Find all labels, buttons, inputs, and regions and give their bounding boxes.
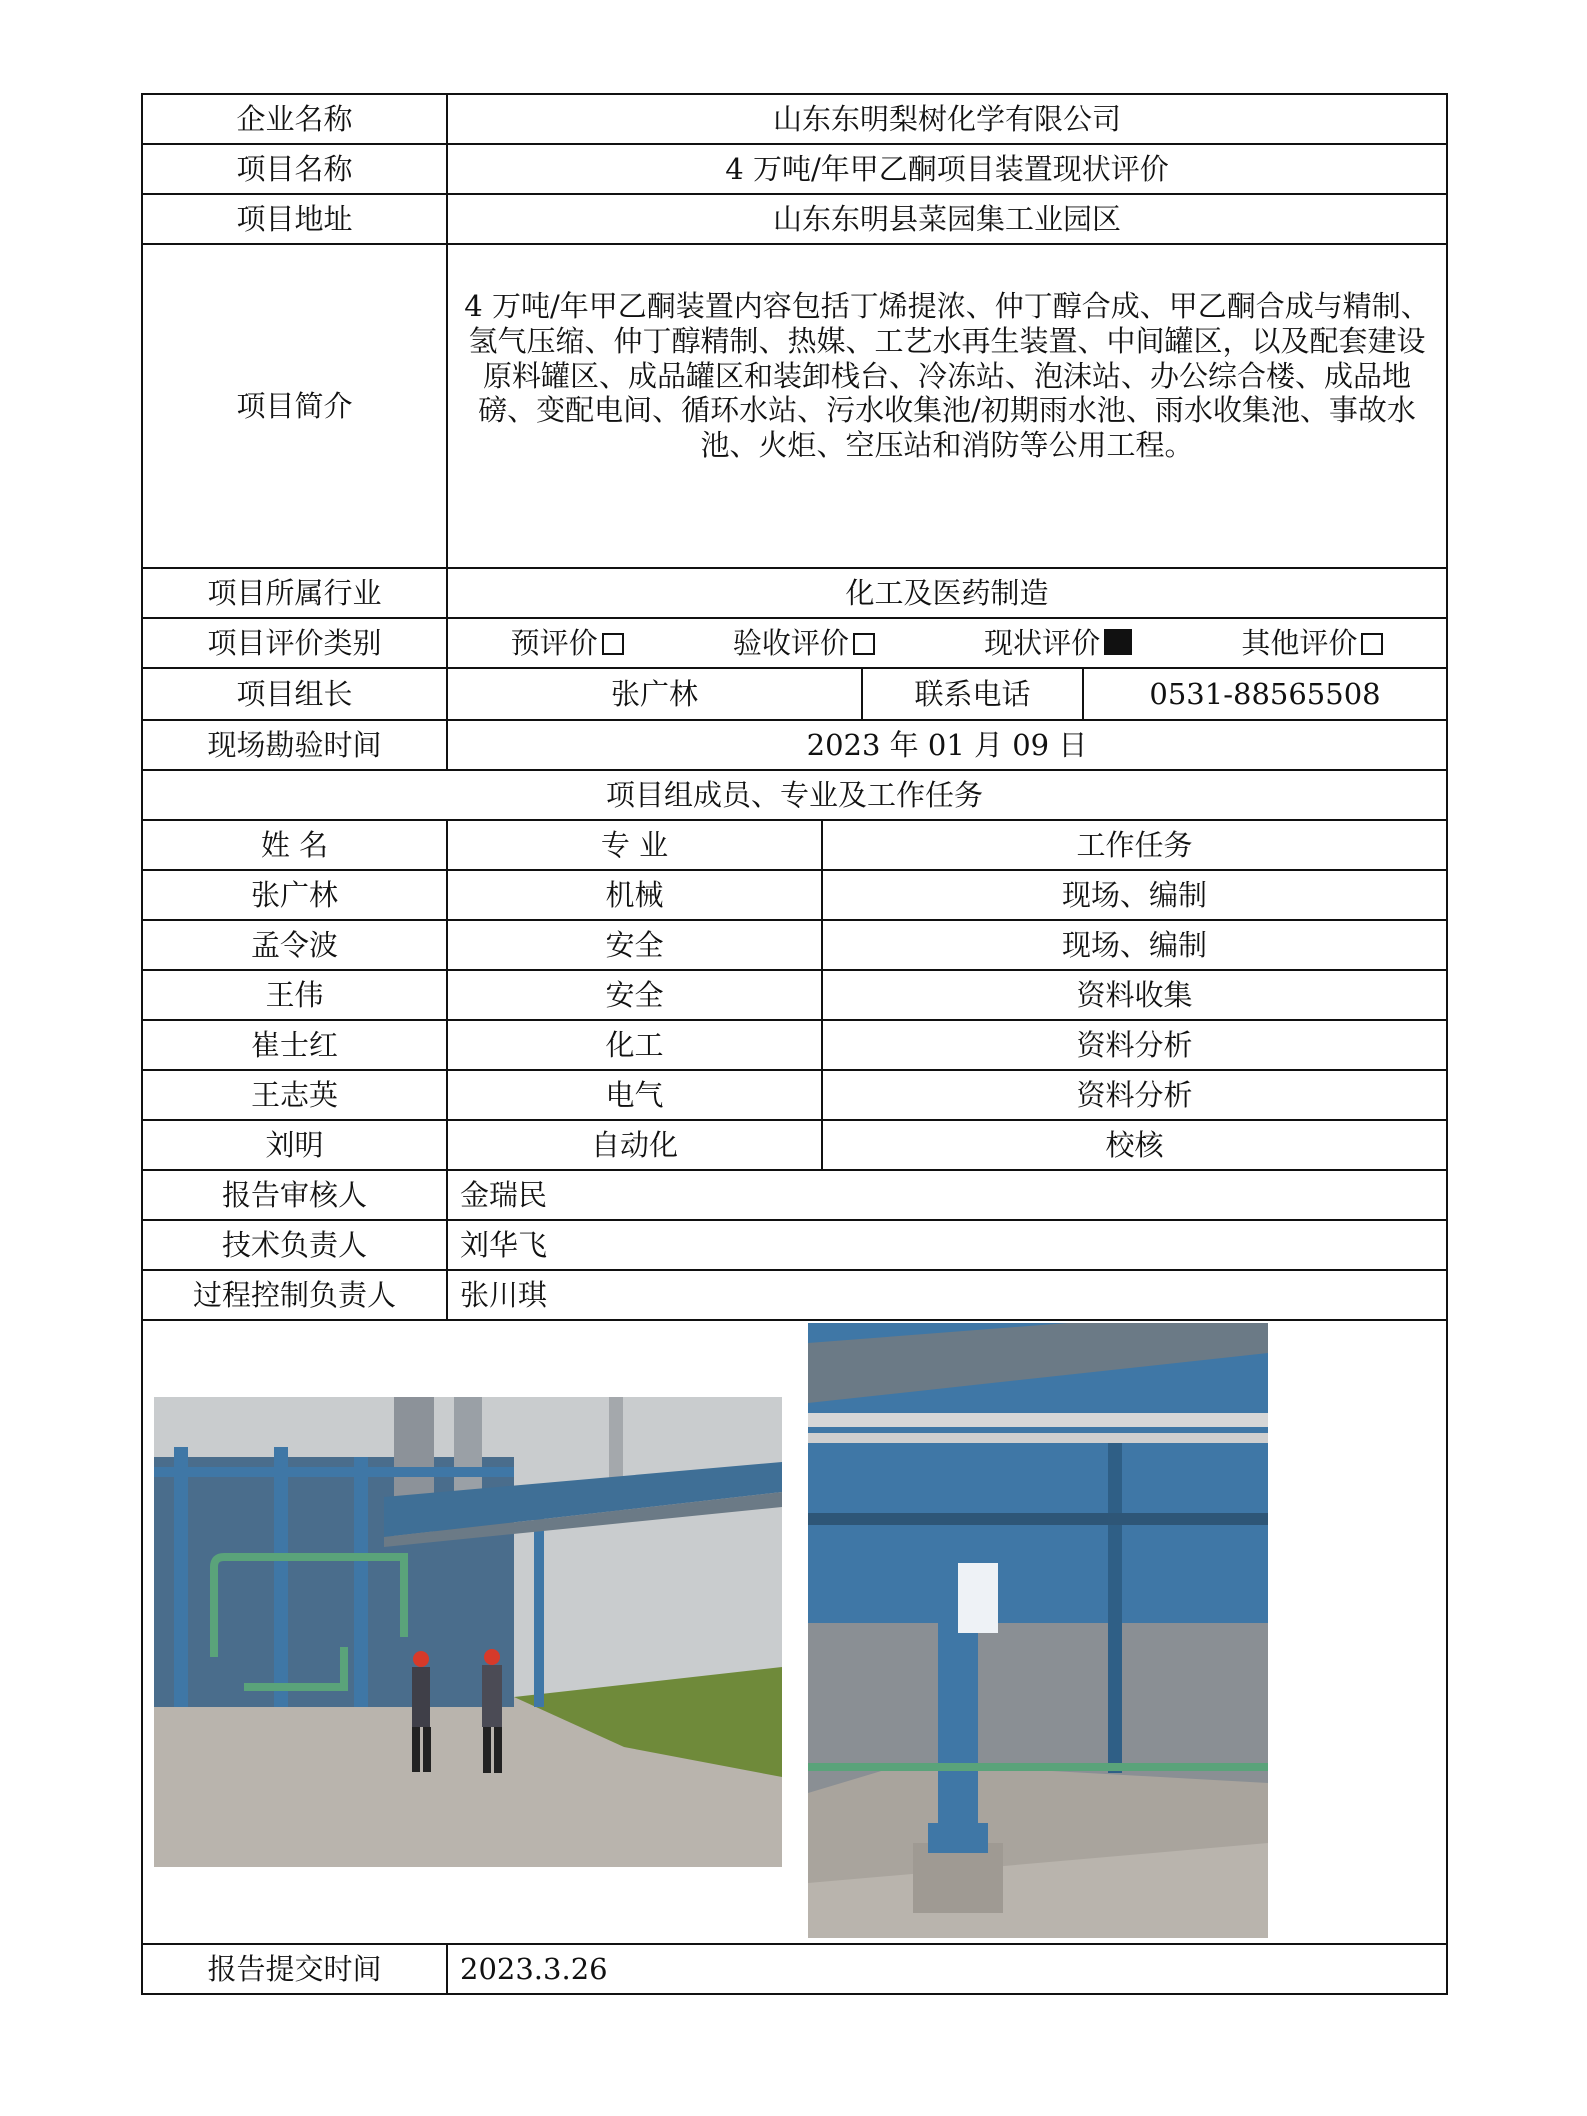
- photos-cell: [142, 1320, 1447, 1944]
- member-task: 资料分析: [822, 1070, 1447, 1120]
- row-photos: [142, 1320, 1447, 1944]
- row-eval-type: [142, 618, 1447, 668]
- process-lead-label: 过程控制负责人: [142, 1270, 447, 1320]
- member-row: [142, 970, 1447, 1020]
- row-process-lead: [142, 1270, 1447, 1320]
- member-row: [142, 1020, 1447, 1070]
- member-major: 安全: [447, 970, 822, 1020]
- tech-lead-label: 技术负责人: [142, 1220, 447, 1270]
- member-row: [142, 870, 1447, 920]
- eval-option-acceptance[interactable]: 验收评价: [733, 626, 875, 661]
- member-task: 资料收集: [822, 970, 1447, 1020]
- row-industry: [142, 568, 1447, 618]
- member-row: [142, 920, 1447, 970]
- project-name-label: 项目名称: [142, 144, 447, 194]
- project-intro-label: 项目简介: [142, 244, 447, 568]
- reviewer-value: 金瑞民: [447, 1170, 1447, 1220]
- member-task: 现场、编制: [822, 870, 1447, 920]
- evaluation-form: [141, 93, 1448, 1995]
- member-task: 现场、编制: [822, 920, 1447, 970]
- project-address-label: 项目地址: [142, 194, 447, 244]
- leader-value: 张广林: [610, 676, 698, 711]
- eval-option-status[interactable]: 现状评价: [984, 626, 1132, 661]
- eval-option-other[interactable]: 其他评价: [1241, 626, 1383, 661]
- header-name: 姓 名: [142, 820, 447, 870]
- member-major: 电气: [447, 1070, 822, 1120]
- member-major: 机械: [447, 870, 822, 920]
- row-project-name: [142, 144, 1447, 194]
- checkbox-acceptance[interactable]: [853, 633, 875, 655]
- header-major: 专 业: [447, 820, 822, 870]
- row-leader: [142, 668, 1447, 720]
- member-name: 张广林: [142, 870, 447, 920]
- eval-option-pre[interactable]: 预评价: [511, 626, 624, 661]
- industry-label: 项目所属行业: [142, 568, 447, 618]
- phone-label: 联系电话: [861, 669, 1082, 719]
- member-name: 王伟: [142, 970, 447, 1020]
- site-photo-right: [808, 1323, 1268, 1938]
- member-name: 崔士红: [142, 1020, 447, 1070]
- row-members-title: [142, 770, 1447, 820]
- row-project-address: [142, 194, 1447, 244]
- survey-time-label: 现场勘验时间: [142, 720, 447, 770]
- checkbox-other[interactable]: [1361, 633, 1383, 655]
- survey-time-value: 2023 年 01 月 09 日: [447, 720, 1447, 770]
- member-row: [142, 1070, 1447, 1120]
- tech-lead-value: 刘华飞: [447, 1220, 1447, 1270]
- eval-type-options: [447, 618, 1447, 668]
- member-major: 安全: [447, 920, 822, 970]
- members-header: [142, 820, 1447, 870]
- member-name: 刘明: [142, 1120, 447, 1170]
- submit-time-label: 报告提交时间: [142, 1944, 447, 1994]
- row-project-intro: [142, 244, 1447, 568]
- leader-label: 项目组长: [142, 668, 447, 720]
- row-submit-time: [142, 1944, 1447, 1994]
- project-intro-cell: [447, 244, 1447, 568]
- header-task: 工作任务: [822, 820, 1447, 870]
- company-label: 企业名称: [142, 94, 447, 144]
- member-task: 资料分析: [822, 1020, 1447, 1070]
- member-major: 化工: [447, 1020, 822, 1070]
- eval-type-label: 项目评价类别: [142, 618, 447, 668]
- process-lead-value: 张川琪: [447, 1270, 1447, 1320]
- checkbox-status-checked[interactable]: [1104, 629, 1132, 655]
- site-photo-left: [154, 1397, 782, 1867]
- member-major: 自动化: [447, 1120, 822, 1170]
- row-tech-lead: [142, 1220, 1447, 1270]
- phone-value: 0531-88565508: [1082, 669, 1446, 719]
- checkbox-pre[interactable]: [602, 633, 624, 655]
- company-value: 山东东明梨树化学有限公司: [447, 94, 1447, 144]
- project-intro-text: 4 万吨/年甲乙酮装置内容包括丁烯提浓、仲丁醇合成、甲乙酮合成与精制、氢气压缩、仲丁醇精制、热媒、工艺水再生装置、中间罐区，以及配套建设原料罐区、成品罐区和装卸栈台、冷冻站、泡沫站、办公综合楼、成品地磅、变配电间、循环水站、污水收集池/初期雨水池、雨水收集池、事故水池、火炬、空压站和消防等公用工程。: [464, 289, 1430, 463]
- member-task: 校核: [822, 1120, 1447, 1170]
- row-survey-time: [142, 720, 1447, 770]
- reviewer-label: 报告审核人: [142, 1170, 447, 1220]
- member-name: 孟令波: [142, 920, 447, 970]
- row-reviewer: [142, 1170, 1447, 1220]
- project-name-value: 4 万吨/年甲乙酮项目装置现状评价: [447, 144, 1447, 194]
- members-title: 项目组成员、专业及工作任务: [142, 770, 1447, 820]
- member-row: [142, 1120, 1447, 1170]
- member-name: 王志英: [142, 1070, 447, 1120]
- row-company: [142, 94, 1447, 144]
- project-address-value: 山东东明县菜园集工业园区: [447, 194, 1447, 244]
- industry-value: 化工及医药制造: [447, 568, 1447, 618]
- submit-time-value: 2023.3.26: [447, 1944, 1447, 1994]
